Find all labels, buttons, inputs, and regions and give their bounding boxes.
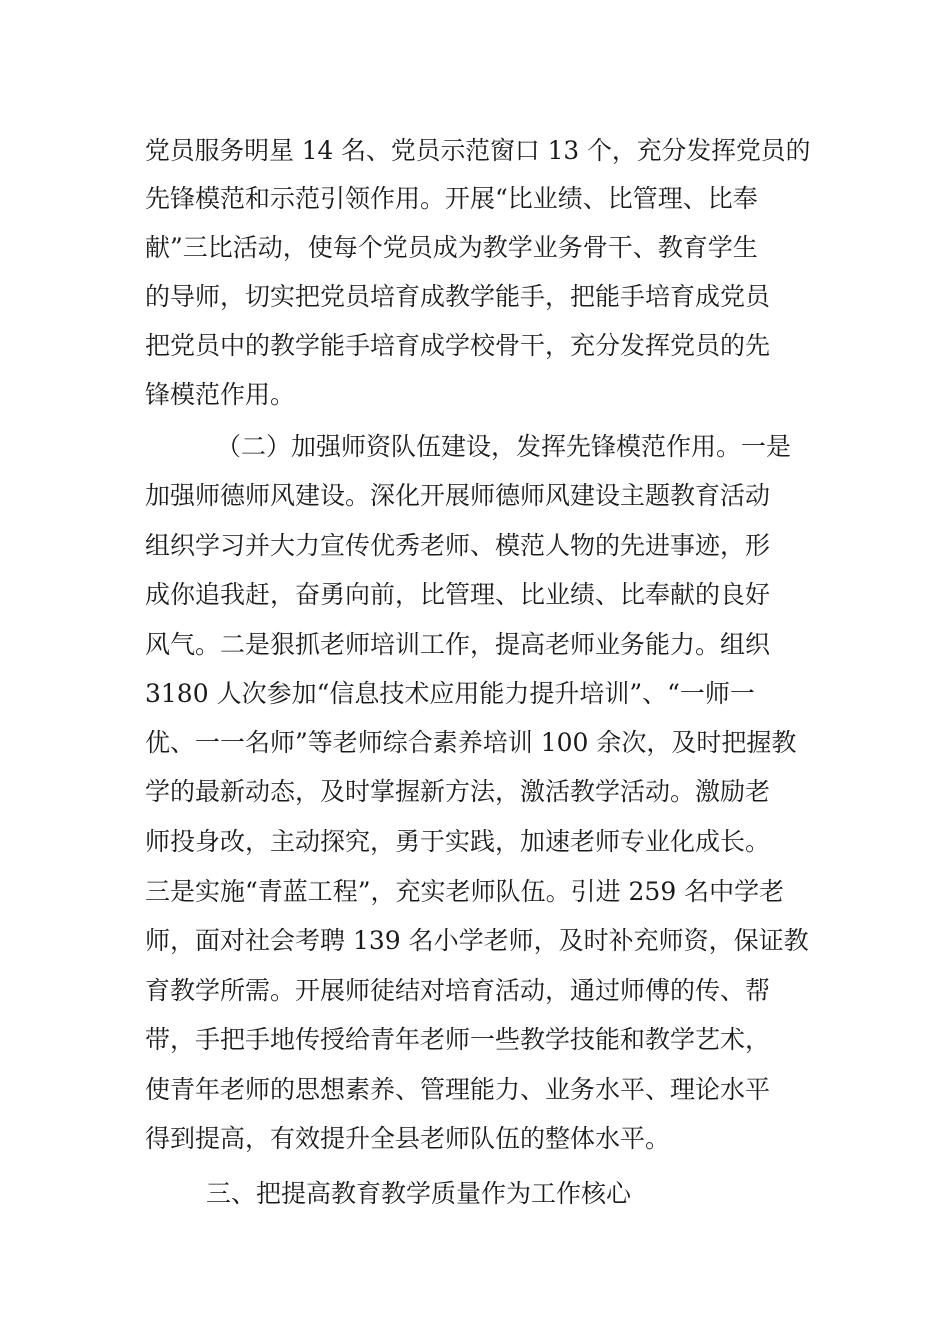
text-line: 把党员中的教学能手培育成学校骨干，充分发挥党员的先 xyxy=(145,331,771,360)
text-line: 锋模范作用。 xyxy=(145,380,296,409)
text-line: 献”三比活动，使每个党员成为教学业务骨干、教育学生 xyxy=(145,233,758,262)
text-line: 师投身改，主动探究，勇于实践，加速老师专业化成长。 xyxy=(145,827,771,856)
text-line: 风气。二是狠抓老师培训工作，提高老师业务能力。组织 xyxy=(145,630,771,659)
text-line: 使青年老师的思想素养、管理能力、业务水平、理论水平 xyxy=(145,1075,771,1104)
paragraph-heading-line: （二）加强师资队伍建设，发挥先锋模范作用。一是 xyxy=(216,432,792,461)
text-line: 得到提高，有效提升全县老师队伍的整体水平。 xyxy=(145,1124,671,1153)
text-line: 加强师德师风建设。深化开展师德师风建设主题教育活动 xyxy=(145,481,771,510)
text-line: 成你追我赶，奋勇向前，比管理、比业绩、比奉献的良好 xyxy=(145,580,771,609)
section-heading: 三、把提高教育教学质量作为工作核心 xyxy=(206,1179,632,1208)
text-line: 组织学习并大力宣传优秀老师、模范人物的先进事迹，形 xyxy=(145,531,771,560)
text-line: 优、一一名师”等老师综合素养培训 100 余次，及时把握教 xyxy=(145,728,797,757)
text-line: 育教学所需。开展师徒结对培育活动，通过师傅的传、帮 xyxy=(145,976,771,1005)
text-line: 带，手把手地传授给青年老师一些教学技能和教学艺术， xyxy=(145,1025,771,1054)
text-line: 先锋模范和示范引领作用。开展“比业绩、比管理、比奉 xyxy=(145,184,758,213)
text-line: 的导师，切实把党员培育成教学能手，把能手培育成党员 xyxy=(145,282,771,311)
text-line: 党员服务明星 14 名、党员示范窗口 13 个，充分发挥党员的 xyxy=(145,136,811,165)
text-line: 3180 人次参加“信息技术应用能力提升培训”、“一师一 xyxy=(145,679,755,708)
text-line: 师，面对社会考聘 139 名小学老师，及时补充师资，保证教 xyxy=(145,926,809,955)
text-line: 学的最新动态，及时掌握新方法，激活教学活动。激励老 xyxy=(145,777,771,806)
text-line: 三是实施“青蓝工程”，充实老师队伍。引进 259 名中学老 xyxy=(145,877,785,906)
